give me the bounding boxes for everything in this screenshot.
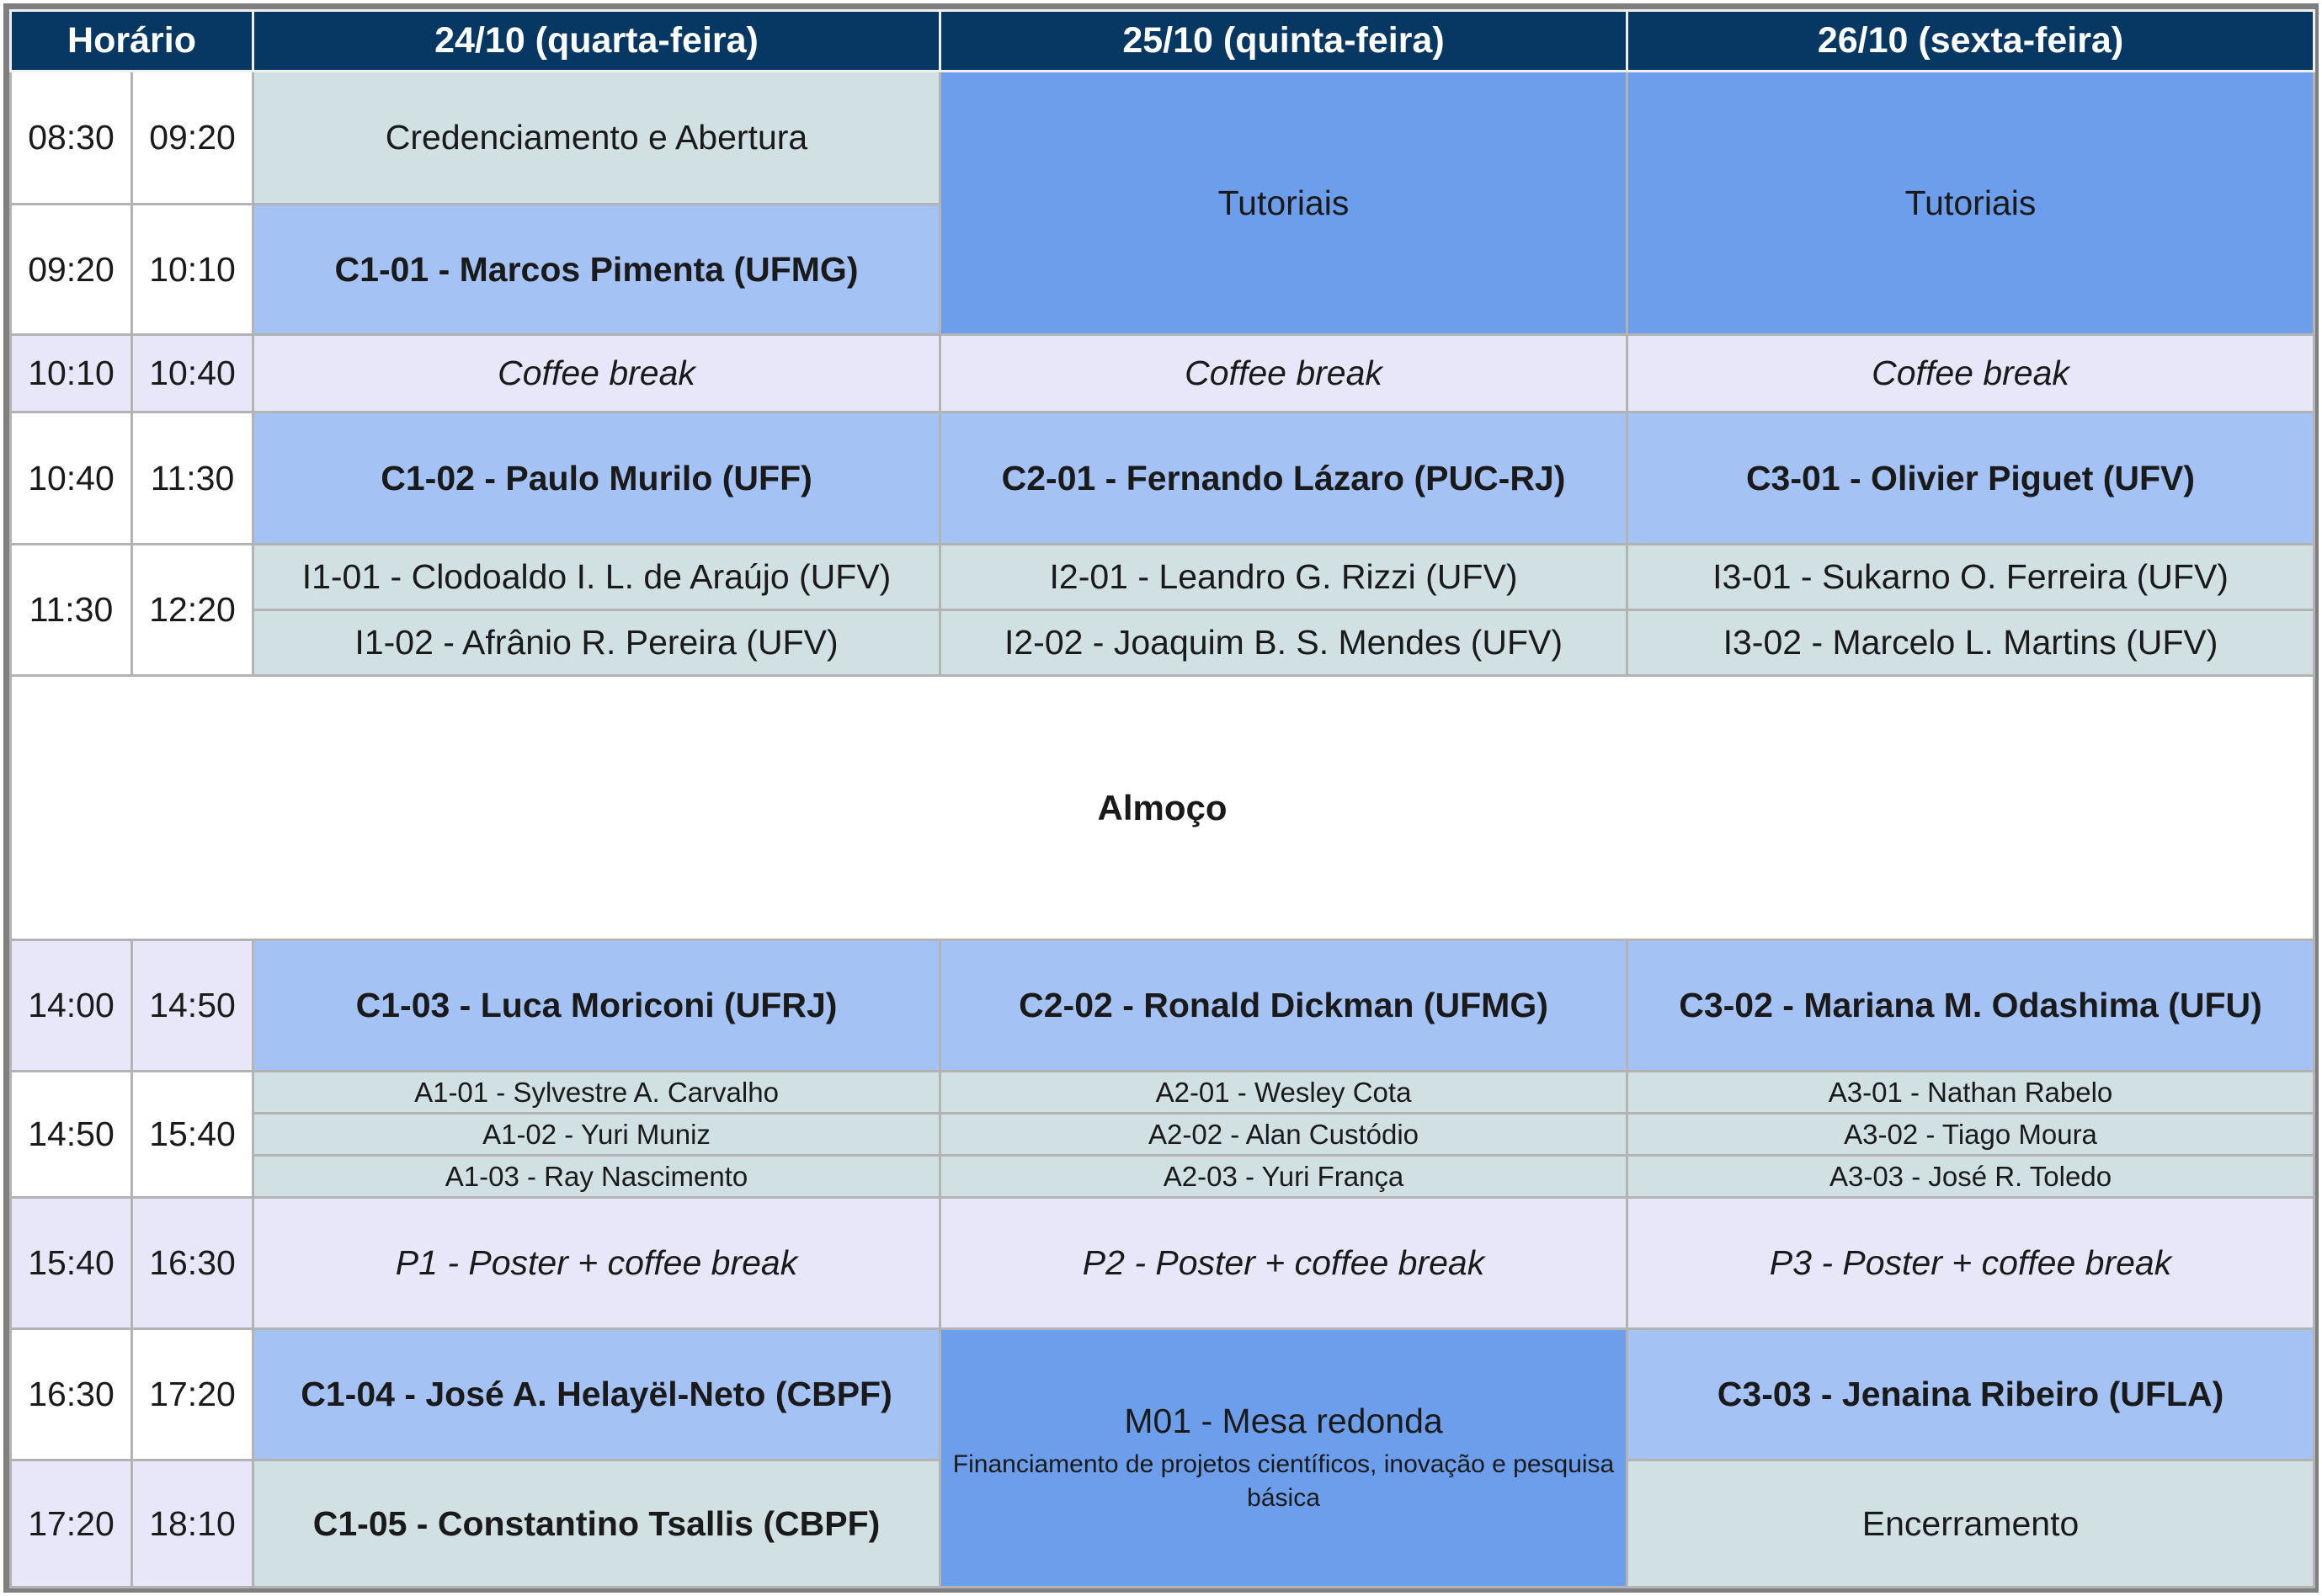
row-lunch [11, 676, 2314, 940]
header-day-2: 25/10 (quinta-feira) [940, 11, 1627, 72]
session-a3-02: A3-02 - Tiago Moura [1627, 1114, 2314, 1156]
row-1040 [11, 412, 2314, 545]
session-a2-01: A2-01 - Wesley Cota [940, 1072, 1627, 1114]
lunch-label: Almoço [11, 676, 2314, 940]
row-0830 [11, 72, 2314, 205]
session-p1: P1 - Poster + coffee break [253, 1198, 940, 1329]
time-end: 18:10 [132, 1460, 253, 1588]
header-horario: Horário [11, 11, 253, 72]
session-i3-01: I3-01 - Sukarno O. Ferreira (UFV) [1627, 545, 2314, 610]
session-c3-03: C3-03 - Jenaina Ribeiro (UFLA) [1627, 1329, 2314, 1460]
time-end: 17:20 [132, 1329, 253, 1460]
session-p2: P2 - Poster + coffee break [940, 1198, 1627, 1329]
session-c1-03: C1-03 - Luca Moriconi (UFRJ) [253, 940, 940, 1072]
row-1450-a [11, 1072, 2314, 1114]
time-end: 15:40 [132, 1072, 253, 1198]
time-start: 17:20 [11, 1460, 132, 1588]
session-tutoriais-day3: Tutoriais [1627, 72, 2314, 335]
session-c2-02: C2-02 - Ronald Dickman (UFMG) [940, 940, 1627, 1072]
time-end: 09:20 [132, 72, 253, 205]
session-m01-subtitle: Financiamento de projetos científicos, inovação e pesquisa básica [952, 1450, 1615, 1512]
row-1630 [11, 1329, 2314, 1460]
session-i2-01: I2-01 - Leandro G. Rizzi (UFV) [940, 545, 1627, 610]
time-start: 15:40 [11, 1198, 132, 1329]
session-m01 [940, 1329, 1627, 1588]
coffee-break-day2: Coffee break [940, 335, 1627, 412]
row-1130-b [11, 610, 2314, 676]
row-1450-b [11, 1114, 2314, 1156]
session-c3-02: C3-02 - Mariana M. Odashima (UFU) [1627, 940, 2314, 1072]
time-end: 10:40 [132, 335, 253, 412]
row-1450-c [11, 1156, 2314, 1198]
session-c2-01: C2-01 - Fernando Lázaro (PUC-RJ) [940, 412, 1627, 545]
session-a2-03: A2-03 - Yuri França [940, 1156, 1627, 1198]
session-a1-02: A1-02 - Yuri Muniz [253, 1114, 940, 1156]
session-i2-02: I2-02 - Joaquim B. S. Mendes (UFV) [940, 610, 1627, 676]
session-encerramento: Encerramento [1627, 1460, 2314, 1588]
session-c1-01: C1-01 - Marcos Pimenta (UFMG) [253, 205, 940, 335]
schedule-frame [3, 3, 2319, 1593]
session-a3-03: A3-03 - José R. Toledo [1627, 1156, 2314, 1198]
session-p3: P3 - Poster + coffee break [1627, 1198, 2314, 1329]
session-c1-04: C1-04 - José A. Helayël-Neto (CBPF) [253, 1329, 940, 1460]
session-i1-01: I1-01 - Clodoaldo I. L. de Araújo (UFV) [253, 545, 940, 610]
time-start: 11:30 [11, 545, 132, 676]
session-a3-01: A3-01 - Nathan Rabelo [1627, 1072, 2314, 1114]
time-end: 10:10 [132, 205, 253, 335]
time-end: 12:20 [132, 545, 253, 676]
row-1540 [11, 1198, 2314, 1329]
session-c3-01: C3-01 - Olivier Piguet (UFV) [1627, 412, 2314, 545]
schedule-table [9, 9, 2315, 1588]
session-c1-05: C1-05 - Constantino Tsallis (CBPF) [253, 1460, 940, 1588]
header-row [11, 11, 2314, 72]
time-start: 14:50 [11, 1072, 132, 1198]
session-c1-02: C1-02 - Paulo Murilo (UFF) [253, 412, 940, 545]
time-end: 16:30 [132, 1198, 253, 1329]
coffee-break-day1: Coffee break [253, 335, 940, 412]
row-1010 [11, 335, 2314, 412]
time-start: 16:30 [11, 1329, 132, 1460]
session-tutoriais-day2: Tutoriais [940, 72, 1627, 335]
time-start: 08:30 [11, 72, 132, 205]
time-start: 14:00 [11, 940, 132, 1072]
session-i3-02: I3-02 - Marcelo L. Martins (UFV) [1627, 610, 2314, 676]
coffee-break-day3: Coffee break [1627, 335, 2314, 412]
time-start: 10:10 [11, 335, 132, 412]
header-day-1: 24/10 (quarta-feira) [253, 11, 940, 72]
time-start: 09:20 [11, 205, 132, 335]
session-a2-02: A2-02 - Alan Custódio [940, 1114, 1627, 1156]
row-1130-a [11, 545, 2314, 610]
session-m01-title: M01 - Mesa redonda [1124, 1401, 1443, 1440]
time-start: 10:40 [11, 412, 132, 545]
session-i1-02: I1-02 - Afrânio R. Pereira (UFV) [253, 610, 940, 676]
session-a1-03: A1-03 - Ray Nascimento [253, 1156, 940, 1198]
time-end: 14:50 [132, 940, 253, 1072]
header-day-3: 26/10 (sexta-feira) [1627, 11, 2314, 72]
session-credenciamento: Credenciamento e Abertura [253, 72, 940, 205]
time-end: 11:30 [132, 412, 253, 545]
session-a1-01: A1-01 - Sylvestre A. Carvalho [253, 1072, 940, 1114]
row-1400 [11, 940, 2314, 1072]
